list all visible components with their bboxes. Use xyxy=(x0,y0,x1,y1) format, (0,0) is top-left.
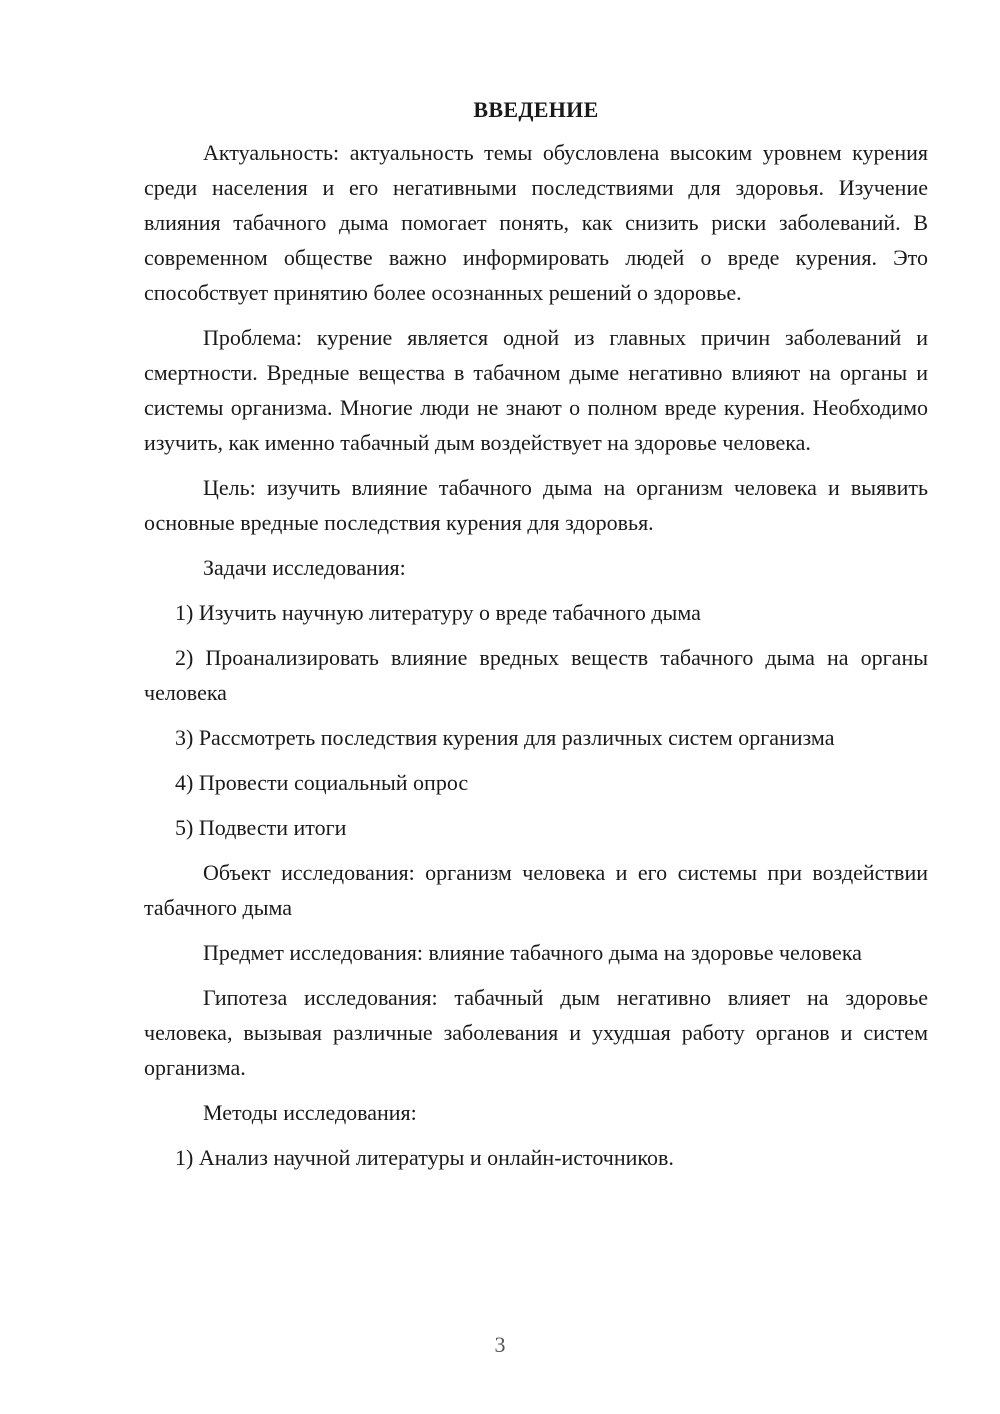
task-item-4: 4) Провести социальный опрос xyxy=(175,770,469,795)
goal-paragraph: Цель: изучить влияние табачного дыма на организм человека и выявить основные вредные последствия курения для здоровья. xyxy=(144,475,928,535)
document-page xyxy=(144,95,928,1185)
hypothesis-paragraph: Гипотеза исследования: табачный дым негативно влияет на здоровье человека, вызывая различные заболевания и ухудшая работу органов и систем организма. xyxy=(144,985,928,1080)
task-item-2: 2) Проанализировать влияние вредных веществ табачного дыма на органы человека xyxy=(144,645,928,705)
relevance-paragraph: Актуальность: актуальность темы обусловлена высоким уровнем курения среди населения и его негативными последствиями для здоровья. Изучение влияния табачного дыма помогает понять, как снизить риски заболеваний. В современном обществе важно информировать людей о вреде курения. Это способствует принятию более осознанных решений о здоровье. xyxy=(144,140,928,305)
problem-paragraph: Проблема: курение является одной из главных причин заболеваний и смертности. Вредные вещества в табачном дыме негативно влияют на органы и системы организма. Многие люди не знают о полном вреде курения. Необходимо изучить, как именно табачный дым воздействует на здоровье человека. xyxy=(144,325,928,455)
task-item-3: 3) Рассмотреть последствия курения для различных систем организма xyxy=(175,725,835,750)
subject-paragraph: Предмет исследования: влияние табачного дыма на здоровье человека xyxy=(203,940,862,965)
page-number: 3 xyxy=(494,1332,506,1357)
tasks-title: Задачи исследования: xyxy=(203,555,406,580)
section-heading: ВВЕДЕНИЕ xyxy=(473,97,599,122)
method-item-1: 1) Анализ научной литературы и онлайн-источников. xyxy=(175,1145,674,1170)
methods-title: Методы исследования: xyxy=(203,1100,417,1125)
object-paragraph: Объект исследования: организм человека и его системы при воздействии табачного дыма xyxy=(144,860,928,920)
task-item-5: 5) Подвести итоги xyxy=(175,815,347,840)
task-item-1: 1) Изучить научную литературу о вреде табачного дыма xyxy=(175,600,701,625)
